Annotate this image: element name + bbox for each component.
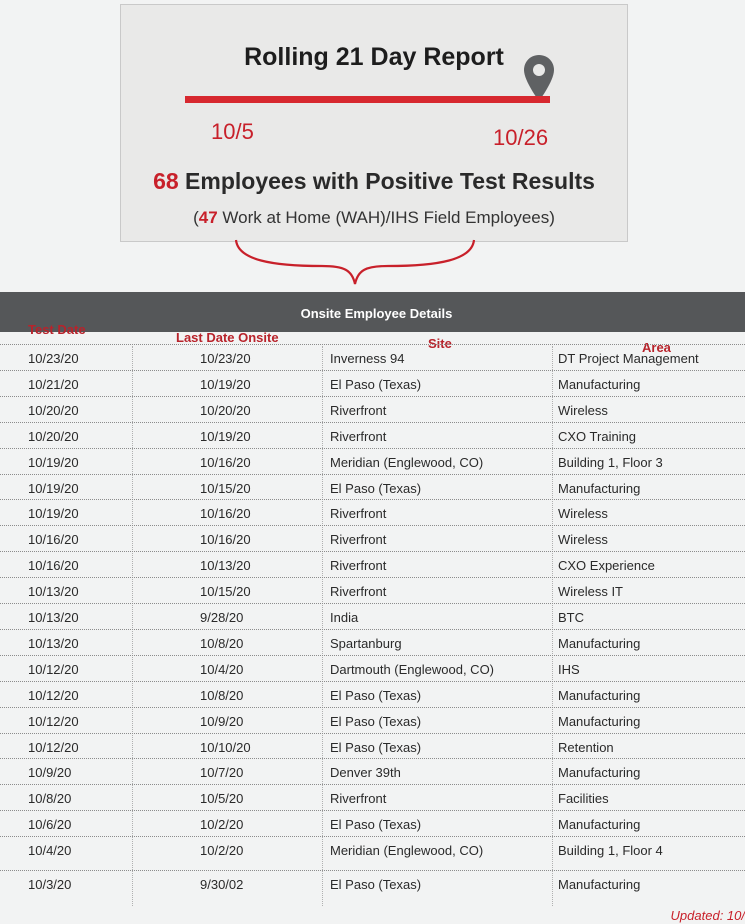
test-date-cell: 10/6/20 <box>28 817 72 833</box>
last-onsite-cell: 10/15/20 <box>200 480 251 496</box>
table-row <box>0 474 745 500</box>
table-row <box>0 707 745 733</box>
site-cell: Riverfront <box>330 791 387 807</box>
site-cell: El Paso (Texas) <box>330 480 422 496</box>
test-date-cell: 10/12/20 <box>28 661 79 677</box>
area-cell: Manufacturing <box>558 713 641 729</box>
positive-count: 68 <box>153 168 179 194</box>
positive-results-line <box>121 168 627 195</box>
last-onsite-cell: 10/16/20 <box>200 506 251 522</box>
site-cell: Riverfront <box>330 584 387 600</box>
table-row <box>0 370 745 396</box>
site-cell: Meridian (Englewood, CO) <box>330 454 484 470</box>
site-cell: Riverfront <box>330 532 387 548</box>
table-row <box>0 422 745 448</box>
test-date-cell: 10/12/20 <box>28 687 79 703</box>
site-cell: El Paso (Texas) <box>330 877 422 892</box>
table-row <box>0 758 745 784</box>
test-date-cell: 10/3/20 <box>28 877 72 892</box>
test-date-cell: 10/16/20 <box>28 558 79 574</box>
last-onsite-cell: 10/20/20 <box>200 402 251 418</box>
test-date-cell: 10/20/20 <box>28 428 79 444</box>
area-cell: Manufacturing <box>558 687 641 703</box>
table-row <box>0 733 745 759</box>
site-cell: Denver 39th <box>330 765 401 781</box>
area-cell: Manufacturing <box>558 376 641 392</box>
table-row <box>0 344 745 370</box>
last-onsite-cell: 10/2/20 <box>200 843 244 859</box>
test-date-cell: 10/19/20 <box>28 480 79 496</box>
test-date-cell: 10/4/20 <box>28 843 72 859</box>
area-cell: Manufacturing <box>558 765 641 781</box>
test-date-cell: 10/8/20 <box>28 791 72 807</box>
area-cell: Wireless <box>558 402 608 418</box>
table-row <box>0 655 745 681</box>
wah-text: Work at Home (WAH)/IHS Field Employees) <box>222 208 555 227</box>
table-row <box>0 603 745 629</box>
area-cell: Retention <box>558 739 614 755</box>
area-cell: BTC <box>558 610 584 625</box>
test-date-cell: 10/23/20 <box>28 351 79 366</box>
updated-note: Updated: 10/ <box>670 908 745 923</box>
site-cell: Riverfront <box>330 402 387 418</box>
area-cell: Building 1, Floor 3 <box>558 454 663 470</box>
table-row <box>0 629 745 655</box>
test-date-cell: 10/13/20 <box>28 635 79 651</box>
area-cell: Building 1, Floor 4 <box>558 843 663 859</box>
last-onsite-cell: 10/16/20 <box>200 454 251 470</box>
site-cell: Riverfront <box>330 428 387 444</box>
area-cell: Wireless <box>558 532 608 548</box>
table-row <box>0 551 745 577</box>
last-onsite-cell: 10/8/20 <box>200 635 244 651</box>
site-cell: Riverfront <box>330 506 387 522</box>
site-cell: El Paso (Texas) <box>330 817 422 833</box>
col-header-area: Area <box>642 340 671 355</box>
site-cell: Meridian (Englewood, CO) <box>330 843 484 859</box>
area-cell: DT Project Management <box>558 351 699 366</box>
test-date-cell: 10/16/20 <box>28 532 79 548</box>
table-row <box>0 836 745 862</box>
table-row <box>0 577 745 603</box>
table-row <box>0 499 745 525</box>
test-date-cell: 10/20/20 <box>28 402 79 418</box>
area-cell: Wireless IT <box>558 584 623 600</box>
test-date-cell: 10/13/20 <box>28 584 79 600</box>
table-row <box>0 870 745 896</box>
site-cell: India <box>330 610 359 625</box>
test-date-cell: 10/19/20 <box>28 506 79 522</box>
table-row <box>0 396 745 422</box>
last-onsite-cell: 10/15/20 <box>200 584 251 600</box>
last-onsite-cell: 10/19/20 <box>200 428 251 444</box>
curly-brace-icon <box>232 238 478 288</box>
site-cell: El Paso (Texas) <box>330 739 422 755</box>
last-onsite-cell: 10/13/20 <box>200 558 251 574</box>
area-cell: IHS <box>558 661 580 677</box>
test-date-cell: 10/12/20 <box>28 739 79 755</box>
site-cell: El Paso (Texas) <box>330 687 422 703</box>
test-date-cell: 10/19/20 <box>28 454 79 470</box>
col-header-site: Site <box>428 336 452 351</box>
area-cell: Manufacturing <box>558 480 641 496</box>
col-header-last-date-onsite: Last Date Onsite <box>176 330 279 345</box>
section-header <box>0 292 745 332</box>
table-row <box>0 810 745 836</box>
table-row <box>0 525 745 551</box>
site-cell: Inverness 94 <box>330 351 405 366</box>
last-onsite-cell: 10/4/20 <box>200 661 244 677</box>
end-date: 10/26 <box>493 125 549 150</box>
site-cell: Riverfront <box>330 558 387 574</box>
last-onsite-cell: 10/19/20 <box>200 376 251 392</box>
last-onsite-cell: 10/9/20 <box>200 713 244 729</box>
wah-count: 47 <box>198 208 218 227</box>
test-date-cell: 10/12/20 <box>28 713 79 729</box>
wah-open-paren: ( <box>193 208 199 227</box>
summary-card <box>120 4 628 242</box>
positive-results-text: Employees with Positive Test Results <box>185 168 595 194</box>
area-cell: CXO Training <box>558 428 637 444</box>
area-cell: Wireless <box>558 506 608 522</box>
test-date-cell: 10/13/20 <box>28 610 79 625</box>
last-onsite-cell: 10/5/20 <box>200 791 244 807</box>
site-cell: El Paso (Texas) <box>330 376 422 392</box>
test-date-cell: 10/21/20 <box>28 376 79 392</box>
last-onsite-cell: 10/23/20 <box>200 351 251 366</box>
last-onsite-cell: 10/16/20 <box>200 532 251 548</box>
last-onsite-cell: 9/28/20 <box>200 610 244 625</box>
table-row <box>0 784 745 810</box>
section-title: Onsite Employee Details <box>300 306 453 321</box>
area-cell: Manufacturing <box>558 635 641 651</box>
last-onsite-cell: 9/30/02 <box>200 877 244 892</box>
area-cell: Manufacturing <box>558 817 641 833</box>
area-cell: CXO Experience <box>558 558 655 574</box>
last-onsite-cell: 10/8/20 <box>200 687 244 703</box>
last-onsite-cell: 10/2/20 <box>200 817 244 833</box>
site-cell: Spartanburg <box>330 635 402 651</box>
table-row <box>0 681 745 707</box>
table-row <box>0 448 745 474</box>
area-cell: Facilities <box>558 791 609 807</box>
timeline-bar <box>185 96 550 103</box>
test-date-cell: 10/9/20 <box>28 765 72 781</box>
site-cell: El Paso (Texas) <box>330 713 422 729</box>
wah-line <box>121 208 627 228</box>
site-cell: Dartmouth (Englewood, CO) <box>330 661 495 677</box>
col-header-test-date: Test Date <box>28 322 86 337</box>
last-onsite-cell: 10/10/20 <box>200 739 251 755</box>
report-title: Rolling 21 Day Report <box>244 43 504 71</box>
last-onsite-cell: 10/7/20 <box>200 765 244 781</box>
area-cell: Manufacturing <box>558 877 641 892</box>
start-date: 10/5 <box>211 119 254 144</box>
